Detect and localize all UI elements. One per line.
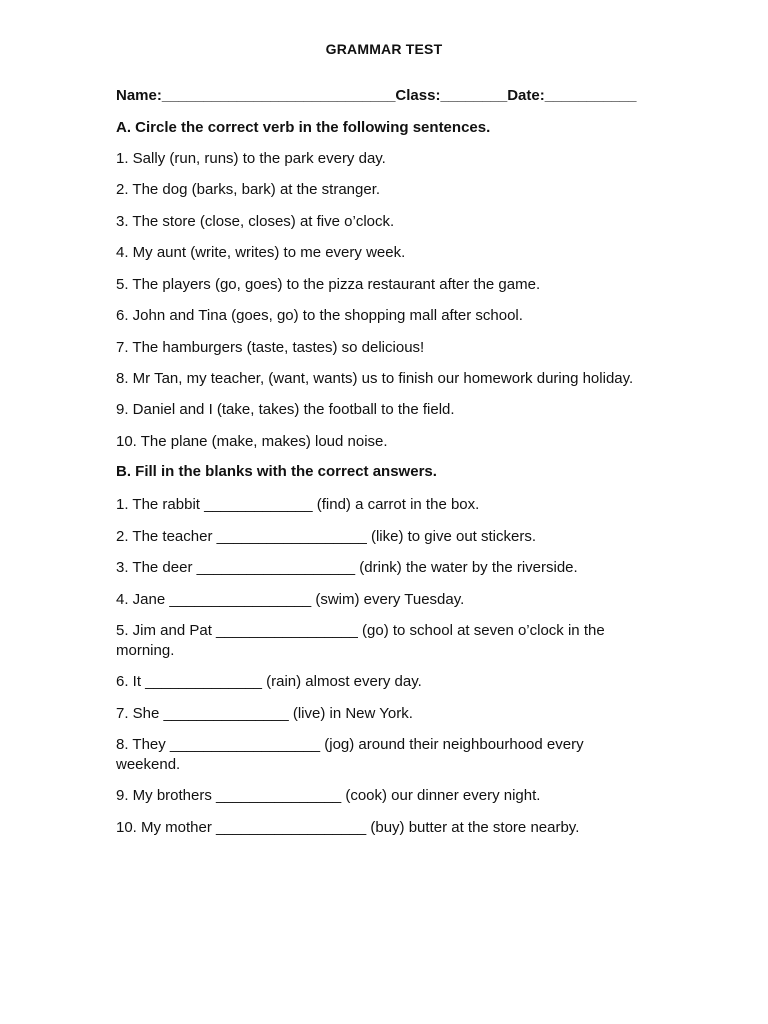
section-a-item-10: 10. The plane (make, makes) loud noise. bbox=[116, 433, 388, 450]
section-b-item-5: 5. Jim and Pat _________________ (go) to school at seven o’clock in the bbox=[116, 622, 605, 639]
section-a-item-3: 3. The store (close, closes) at five o’clock. bbox=[116, 213, 395, 230]
section-a-item-6: 6. John and Tina (goes, go) to the shopping mall after school. bbox=[116, 307, 523, 324]
section-b-item-10: 10. My mother __________________ (buy) butter at the store nearby. bbox=[116, 819, 580, 836]
section-b-item-3: 3. The deer ___________________ (drink) the water by the riverside. bbox=[116, 559, 578, 576]
section-b-item-8: 8. They __________________ (jog) around their neighbourhood every bbox=[116, 736, 584, 753]
section-a-heading: A. Circle the correct verb in the following sentences. bbox=[116, 119, 491, 136]
section-b-item-7: 7. She _______________ (live) in New York. bbox=[116, 705, 413, 722]
student-info-line: Name:____________________________Class:________Date:___________ bbox=[116, 87, 637, 104]
section-b-item-6: 6. It ______________ (rain) almost every day. bbox=[116, 673, 422, 690]
section-b-item-5-continued: morning. bbox=[116, 642, 175, 659]
section-b-item-8-continued: weekend. bbox=[116, 756, 181, 773]
section-a-item-4: 4. My aunt (write, writes) to me every week. bbox=[116, 244, 406, 261]
section-a-item-2: 2. The dog (barks, bark) at the stranger. bbox=[116, 181, 381, 198]
section-a-item-5: 5. The players (go, goes) to the pizza restaurant after the game. bbox=[116, 276, 541, 293]
section-b-item-1: 1. The rabbit _____________ (find) a carrot in the box. bbox=[116, 496, 480, 513]
section-a-item-9: 9. Daniel and I (take, takes) the football to the field. bbox=[116, 401, 455, 418]
section-a-item-7: 7. The hamburgers (taste, tastes) so delicious! bbox=[116, 339, 425, 356]
section-a-item-8: 8. Mr Tan, my teacher, (want, wants) us to finish our homework during holiday. bbox=[116, 370, 634, 387]
section-b-item-9: 9. My brothers _______________ (cook) our dinner every night. bbox=[116, 787, 541, 804]
page-title: GRAMMAR TEST bbox=[325, 41, 443, 57]
section-b-item-2: 2. The teacher __________________ (like) to give out stickers. bbox=[116, 528, 536, 545]
section-b-item-4: 4. Jane _________________ (swim) every Tuesday. bbox=[116, 591, 465, 608]
section-b-heading: B. Fill in the blanks with the correct answers. bbox=[116, 463, 437, 480]
section-a-item-1: 1. Sally (run, runs) to the park every day. bbox=[116, 150, 386, 167]
